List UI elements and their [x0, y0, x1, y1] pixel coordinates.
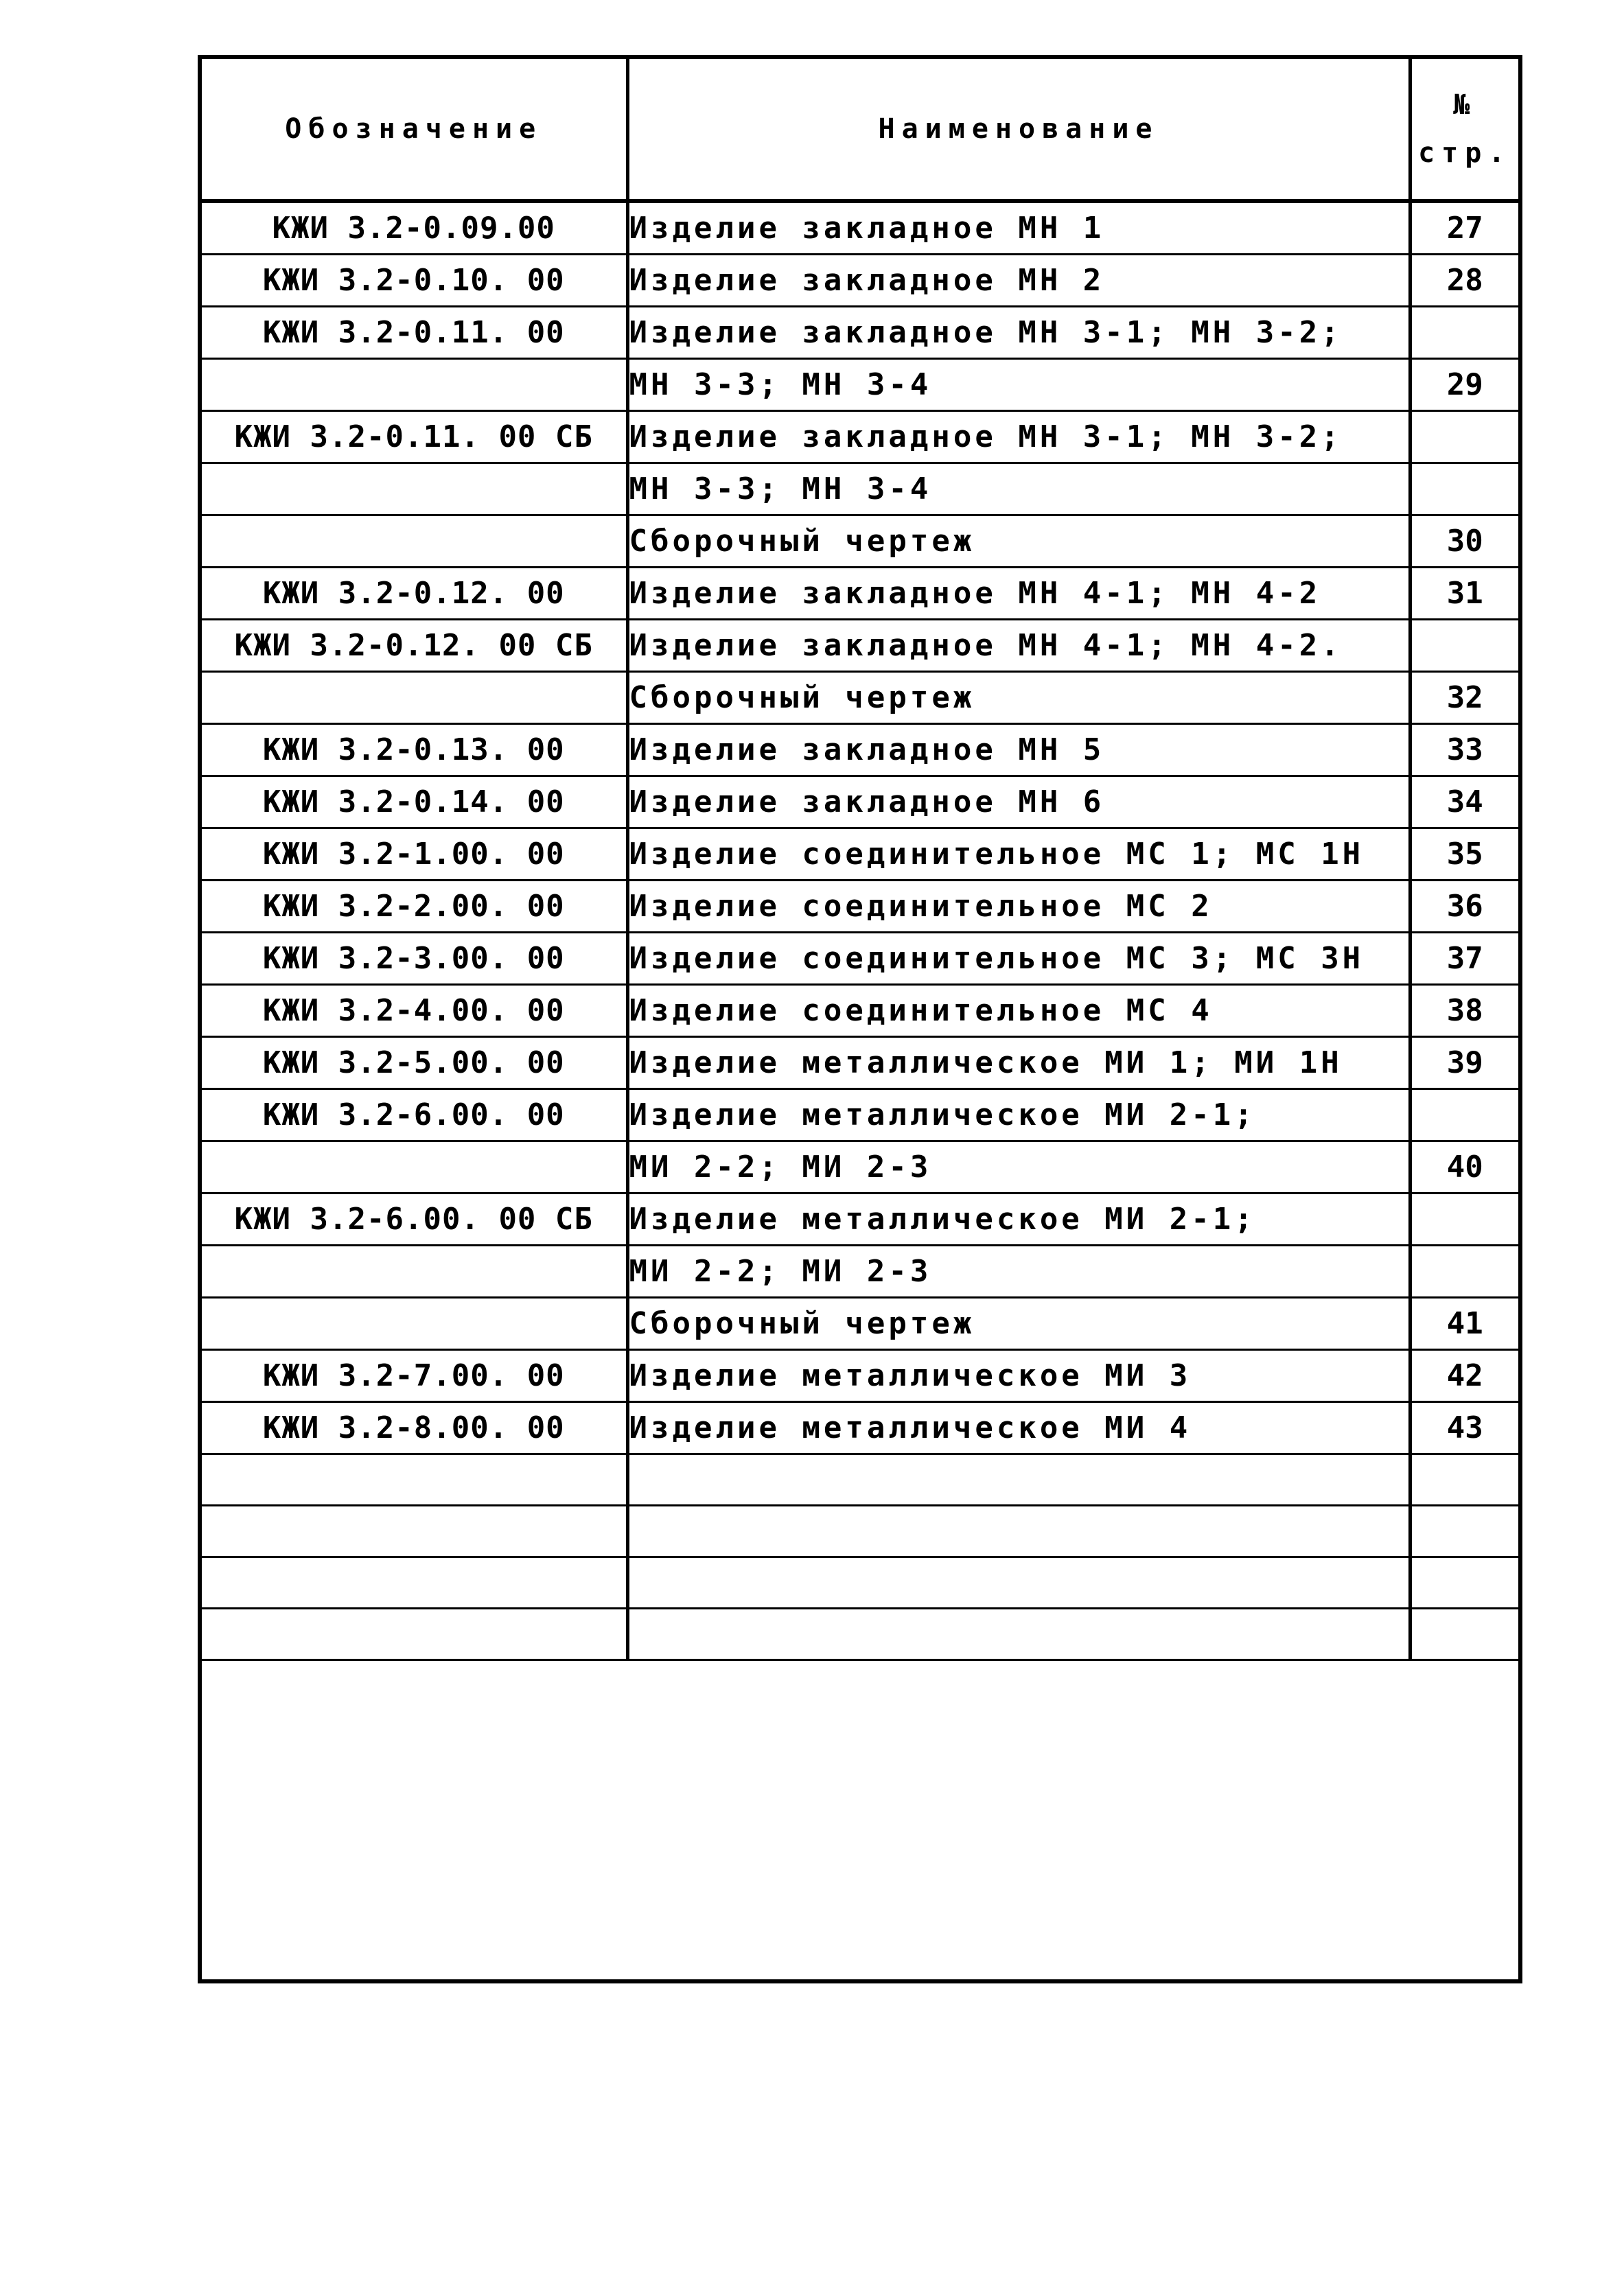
row-page-number	[1410, 1557, 1518, 1609]
row-name: Изделие соединительное МС 1; МС 1Н	[627, 828, 1410, 881]
row-name	[627, 1506, 1410, 1557]
row-designation	[202, 1141, 627, 1193]
row-designation: КЖИ 3.2-6.00. 00	[202, 1089, 627, 1141]
table-row	[202, 1141, 1518, 1193]
row-name: Изделие металлическое МИ 1; МИ 1Н	[627, 1037, 1410, 1089]
row-page-number	[1410, 1246, 1518, 1298]
table-row	[202, 568, 1518, 620]
row-page-number: 28	[1410, 255, 1518, 307]
table-row	[202, 307, 1518, 359]
table-row	[202, 933, 1518, 985]
row-name: Сборочный чертеж	[627, 1298, 1410, 1350]
table-row	[202, 255, 1518, 307]
table-row	[202, 359, 1518, 411]
row-designation: КЖИ 3.2-0.12. 00	[202, 568, 627, 620]
row-page-number: 33	[1410, 724, 1518, 776]
contents-table	[202, 59, 1518, 1661]
row-name: Изделие соединительное МС 4	[627, 985, 1410, 1037]
row-page-number: 38	[1410, 985, 1518, 1037]
row-page-number	[1410, 1089, 1518, 1141]
row-name: Изделие закладное МН 3-1; МН 3-2;	[627, 307, 1410, 359]
row-name: Изделие соединительное МС 3; МС 3Н	[627, 933, 1410, 985]
row-designation: КЖИ 3.2-0.09.00	[202, 201, 627, 255]
row-designation	[202, 1506, 627, 1557]
table-row	[202, 1298, 1518, 1350]
row-designation: КЖИ 3.2-4.00. 00	[202, 985, 627, 1037]
row-designation: КЖИ 3.2-6.00. 00 СБ	[202, 1193, 627, 1246]
row-name: МИ 2-2; МИ 2-3	[627, 1141, 1410, 1193]
row-page-number	[1410, 463, 1518, 515]
row-page-number: 43	[1410, 1402, 1518, 1454]
table-row	[202, 1557, 1518, 1609]
table-header-row	[202, 59, 1518, 201]
row-name: МН 3-3; МН 3-4	[627, 463, 1410, 515]
row-page-number	[1410, 1193, 1518, 1246]
row-designation: КЖИ 3.2-0.12. 00 СБ	[202, 620, 627, 672]
row-name: Изделие закладное МН 4-1; МН 4-2	[627, 568, 1410, 620]
table-row	[202, 1609, 1518, 1660]
row-name: Изделие закладное МН 2	[627, 255, 1410, 307]
table-row	[202, 1506, 1518, 1557]
row-name: Изделие закладное МН 5	[627, 724, 1410, 776]
table-row	[202, 515, 1518, 568]
row-name: Изделие соединительное МС 2	[627, 881, 1410, 933]
row-page-number	[1410, 620, 1518, 672]
header-page-number-sign: №	[1453, 89, 1477, 121]
row-name: Изделие закладное МН 3-1; МН 3-2;	[627, 411, 1410, 463]
table-row	[202, 411, 1518, 463]
row-name: Сборочный чертеж	[627, 672, 1410, 724]
row-page-number: 37	[1410, 933, 1518, 985]
row-designation	[202, 1298, 627, 1350]
table-body	[202, 201, 1518, 1660]
row-page-number: 40	[1410, 1141, 1518, 1193]
row-designation: КЖИ 3.2-8.00. 00	[202, 1402, 627, 1454]
header-page-number	[1410, 59, 1518, 201]
table-row	[202, 1402, 1518, 1454]
table-row	[202, 1037, 1518, 1089]
row-page-number: 35	[1410, 828, 1518, 881]
row-page-number: 27	[1410, 201, 1518, 255]
row-name: МН 3-3; МН 3-4	[627, 359, 1410, 411]
row-designation: КЖИ 3.2-0.14. 00	[202, 776, 627, 828]
table-row	[202, 201, 1518, 255]
row-page-number: 31	[1410, 568, 1518, 620]
row-page-number	[1410, 1506, 1518, 1557]
row-name: Изделие закладное МН 6	[627, 776, 1410, 828]
table-row	[202, 1454, 1518, 1506]
row-name: Изделие металлическое МИ 2-1;	[627, 1089, 1410, 1141]
row-designation: КЖИ 3.2-0.11. 00 СБ	[202, 411, 627, 463]
row-designation: КЖИ 3.2-5.00. 00	[202, 1037, 627, 1089]
table-row	[202, 463, 1518, 515]
row-designation	[202, 1454, 627, 1506]
row-designation	[202, 463, 627, 515]
header-designation: Обозначение	[202, 59, 627, 201]
row-name: Изделие металлическое МИ 4	[627, 1402, 1410, 1454]
row-page-number: 32	[1410, 672, 1518, 724]
table-row	[202, 724, 1518, 776]
row-name: Сборочный чертеж	[627, 515, 1410, 568]
row-designation: КЖИ 3.2-7.00. 00	[202, 1350, 627, 1402]
row-designation	[202, 672, 627, 724]
row-page-number: 42	[1410, 1350, 1518, 1402]
table-row	[202, 828, 1518, 881]
table-row	[202, 1246, 1518, 1298]
table-row	[202, 620, 1518, 672]
row-page-number	[1410, 411, 1518, 463]
header-name: Наименование	[627, 59, 1410, 201]
row-designation: КЖИ 3.2-0.11. 00	[202, 307, 627, 359]
row-page-number: 34	[1410, 776, 1518, 828]
row-designation: КЖИ 3.2-2.00. 00	[202, 881, 627, 933]
row-name: МИ 2-2; МИ 2-3	[627, 1246, 1410, 1298]
row-page-number: 36	[1410, 881, 1518, 933]
row-page-number: 29	[1410, 359, 1518, 411]
row-page-number	[1410, 1609, 1518, 1660]
row-designation	[202, 359, 627, 411]
row-name: Изделие закладное МН 4-1; МН 4-2.	[627, 620, 1410, 672]
row-designation: КЖИ 3.2-3.00. 00	[202, 933, 627, 985]
row-designation: КЖИ 3.2-1.00. 00	[202, 828, 627, 881]
row-name	[627, 1557, 1410, 1609]
row-page-number: 39	[1410, 1037, 1518, 1089]
row-designation: КЖИ 3.2-0.10. 00	[202, 255, 627, 307]
table-row	[202, 1193, 1518, 1246]
row-page-number	[1410, 1454, 1518, 1506]
table-row	[202, 1089, 1518, 1141]
row-name: Изделие металлическое МИ 3	[627, 1350, 1410, 1402]
table-row	[202, 881, 1518, 933]
row-name: Изделие металлическое МИ 2-1;	[627, 1193, 1410, 1246]
document-sheet	[198, 55, 1522, 1983]
row-name: Изделие закладное МН 1	[627, 201, 1410, 255]
row-page-number: 41	[1410, 1298, 1518, 1350]
row-page-number: 30	[1410, 515, 1518, 568]
row-page-number	[1410, 307, 1518, 359]
table-row	[202, 776, 1518, 828]
table-row	[202, 672, 1518, 724]
table-row	[202, 1350, 1518, 1402]
header-page-number-label: стр.	[1418, 137, 1512, 169]
row-designation	[202, 1246, 627, 1298]
row-designation: КЖИ 3.2-0.13. 00	[202, 724, 627, 776]
row-name	[627, 1609, 1410, 1660]
row-designation	[202, 1609, 627, 1660]
table-row	[202, 985, 1518, 1037]
row-designation	[202, 515, 627, 568]
row-name	[627, 1454, 1410, 1506]
row-designation	[202, 1557, 627, 1609]
